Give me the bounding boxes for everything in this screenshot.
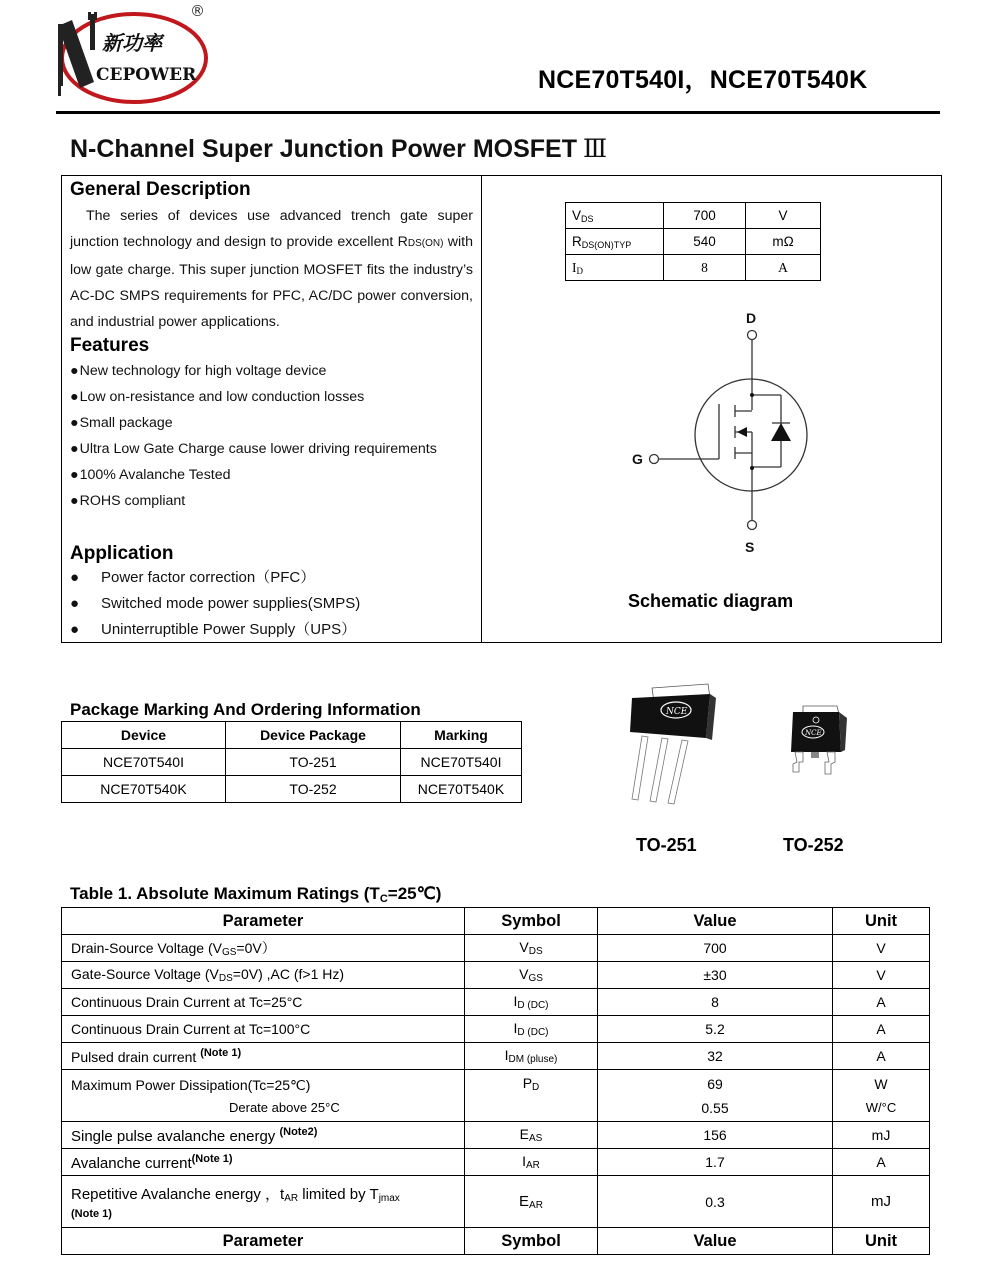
symbol-cell: $I_{AR}$ bbox=[465, 1149, 598, 1176]
value-cell: 69 0.55 bbox=[598, 1070, 833, 1122]
pin-d-label: D bbox=[746, 310, 757, 326]
value-cell: 700 bbox=[598, 935, 833, 962]
param-cell: Continuous Drain Current at Tc=25°C bbox=[62, 989, 465, 1016]
spec-row bbox=[566, 229, 821, 255]
to252-caption: TO-252 bbox=[783, 835, 844, 855]
param-cell: Drain-Source Voltage $(V_{GS}=0V)$ bbox=[62, 935, 465, 962]
table-row bbox=[62, 989, 930, 1016]
unit-cell: V bbox=[833, 935, 930, 962]
pin-s-label: S bbox=[745, 539, 755, 555]
application-heading: Application bbox=[70, 543, 174, 564]
table-cell: NCE70T540K bbox=[62, 776, 226, 803]
symbol-cell: $V_{GS}$ bbox=[465, 962, 598, 989]
svg-text:NCE: NCE bbox=[805, 729, 822, 737]
spec-value: 540 bbox=[664, 229, 746, 255]
application-label: Power factor correction（PFC） bbox=[101, 569, 316, 586]
feature-item: ● New technology for high voltage device bbox=[70, 358, 437, 384]
table-cell: TO-251 bbox=[226, 749, 401, 776]
schematic-caption: Schematic diagram bbox=[628, 591, 794, 611]
spec-value: 8 bbox=[664, 255, 746, 281]
absolute-max-ratings-table bbox=[61, 907, 930, 1255]
desc-part-1: The series of devices use advanced trench gate super junction technology and design to provide excellent R bbox=[70, 208, 473, 250]
column-header: Device bbox=[62, 722, 226, 749]
value-cell: 5.2 bbox=[598, 1016, 833, 1043]
bullet-icon: ● bbox=[70, 569, 80, 586]
value-cell: 0.3 bbox=[598, 1176, 833, 1228]
column-header: Unit bbox=[833, 908, 930, 935]
ratings-table-title: Table 1. Absolute Maximum Ratings $(T_C=25℃)$ bbox=[70, 884, 442, 905]
column-header: Symbol bbox=[465, 1228, 598, 1255]
param-cell: Repetitive Avalanche energy ，$t_{AR}$ limited by $T_{jmax}$ (Note 1) bbox=[62, 1176, 465, 1228]
table-row bbox=[62, 1176, 930, 1228]
key-specs-table bbox=[565, 202, 821, 281]
application-item bbox=[70, 617, 360, 643]
unit-cell: mJ bbox=[833, 1176, 930, 1228]
param-cell: Avalanche current$^{(Note 1)}$ bbox=[62, 1149, 465, 1176]
application-item bbox=[70, 591, 360, 617]
feature-item: ● Ultra Low Gate Charge cause lower driving requirements bbox=[70, 436, 437, 462]
symbol-cell: $I_{D (DC)}$ bbox=[465, 989, 598, 1016]
symbol-cell: $I_{DM (pluse)}$ bbox=[465, 1043, 598, 1070]
feature-item: ● Small package bbox=[70, 410, 437, 436]
column-header: Value bbox=[598, 908, 833, 935]
mosfet-schematic-icon bbox=[620, 300, 820, 560]
registered-mark: ® bbox=[190, 2, 205, 20]
column-header: Symbol bbox=[465, 908, 598, 935]
param-cell: Maximum Power Dissipation(Tc=25℃) Derate above 25°C bbox=[62, 1070, 465, 1122]
pin-g-label: G bbox=[632, 451, 643, 467]
table-header-row bbox=[62, 722, 522, 749]
package-info-title: Package Marking And Ordering Information bbox=[70, 700, 421, 719]
column-header: Parameter bbox=[62, 1228, 465, 1255]
table-header-row bbox=[62, 908, 930, 935]
param-cell: Continuous Drain Current at Tc=100°C bbox=[62, 1016, 465, 1043]
general-description-text bbox=[70, 203, 473, 335]
logo-cn-text: 新功率 bbox=[102, 31, 162, 55]
spec-value: 700 bbox=[664, 203, 746, 229]
bullet-icon: ● bbox=[70, 595, 80, 612]
features-list bbox=[70, 358, 437, 514]
table-row bbox=[62, 1043, 930, 1070]
value-cell: 32 bbox=[598, 1043, 833, 1070]
table-row bbox=[62, 776, 522, 803]
unit-cell: W W/°C bbox=[833, 1070, 930, 1122]
column-header: Device Package bbox=[226, 722, 401, 749]
to251-caption: TO-251 bbox=[636, 835, 697, 855]
table-row bbox=[62, 935, 930, 962]
symbol-cell: $E_{AR}$ bbox=[465, 1176, 598, 1228]
table-row bbox=[62, 1122, 930, 1149]
spec-row bbox=[566, 255, 821, 281]
overview-divider bbox=[481, 175, 482, 643]
table-cell: NCE70T540I bbox=[62, 749, 226, 776]
unit-cell: V bbox=[833, 962, 930, 989]
bullet-icon: ● bbox=[70, 621, 80, 638]
table-row bbox=[62, 1016, 930, 1043]
spec-symbol: $I_D$ bbox=[566, 255, 664, 281]
to252-package-image bbox=[785, 702, 855, 782]
feature-item: ● 100% Avalanche Tested bbox=[70, 462, 437, 488]
application-label: Uninterruptible Power Supply（UPS） bbox=[101, 621, 357, 638]
value-cell: 156 bbox=[598, 1122, 833, 1149]
unit-cell: A bbox=[833, 1149, 930, 1176]
to251-package-image bbox=[626, 680, 726, 810]
package-info-table bbox=[61, 721, 522, 803]
spec-unit: A bbox=[746, 255, 821, 281]
general-description-heading: General Description bbox=[70, 179, 251, 200]
desc-rds-sub: DS(ON) bbox=[407, 238, 444, 249]
symbol-cell: $I_{D (DC)}$ bbox=[465, 1016, 598, 1043]
unit-cell: A bbox=[833, 1016, 930, 1043]
header-rule bbox=[56, 111, 940, 114]
application-label: Switched mode power supplies(SMPS) bbox=[101, 595, 361, 612]
table-row bbox=[62, 1070, 930, 1122]
product-subtitle bbox=[70, 134, 607, 164]
feature-item: ● ROHS compliant bbox=[70, 488, 437, 514]
unit-cell: A bbox=[833, 989, 930, 1016]
feature-item: ● Low on-resistance and low conduction losses bbox=[70, 384, 437, 410]
application-item bbox=[70, 565, 360, 591]
column-header: Marking bbox=[401, 722, 522, 749]
table-row bbox=[62, 749, 522, 776]
generation-numeral: Ⅲ bbox=[582, 134, 608, 163]
table-cell: NCE70T540I bbox=[401, 749, 522, 776]
unit-cell: mJ bbox=[833, 1122, 930, 1149]
spec-symbol: $V_{DS}$ bbox=[566, 203, 664, 229]
column-header: Unit bbox=[833, 1228, 930, 1255]
table-cell: TO-252 bbox=[226, 776, 401, 803]
spec-unit: mΩ bbox=[746, 229, 821, 255]
table-cell: NCE70T540K bbox=[401, 776, 522, 803]
param-cell: Pulsed drain current $^{(Note 1)}$ bbox=[62, 1043, 465, 1070]
value-cell: 1.7 bbox=[598, 1149, 833, 1176]
subtitle-text: N-Channel Super Junction Power MOSFET bbox=[70, 135, 577, 163]
unit-cell: A bbox=[833, 1043, 930, 1070]
column-header: Value bbox=[598, 1228, 833, 1255]
value-cell: 8 bbox=[598, 989, 833, 1016]
application-list bbox=[70, 565, 360, 643]
desc-part-2: with low gate charge. This super junction MOSFET fits the industry’s AC-DC SMPS requirements for PFC, AC/DC power conversion, and industrial power applications. bbox=[70, 234, 474, 330]
column-header: Parameter bbox=[62, 908, 465, 935]
symbol-cell: $V_{DS}$ bbox=[465, 935, 598, 962]
symbol-cell: $P_D$ bbox=[465, 1070, 598, 1122]
company-logo bbox=[50, 4, 210, 104]
table-footer-row bbox=[62, 1228, 930, 1255]
spec-unit: V bbox=[746, 203, 821, 229]
value-cell: ±30 bbox=[598, 962, 833, 989]
param-cell: Single pulse avalanche energy $^{(Note2)}$ bbox=[62, 1122, 465, 1149]
param-cell: Gate-Source Voltage $(V_{DS}=0V)$ ,AC (f>1 Hz) bbox=[62, 962, 465, 989]
spec-symbol: $R_{DS(ON)TYP}$ bbox=[566, 229, 664, 255]
table-row bbox=[62, 962, 930, 989]
document-title: NCE70T540I，NCE70T540K bbox=[538, 66, 868, 94]
spec-row bbox=[566, 203, 821, 229]
features-heading: Features bbox=[70, 335, 150, 356]
symbol-cell: $E_{AS}$ bbox=[465, 1122, 598, 1149]
svg-text:NCE: NCE bbox=[666, 707, 688, 717]
logo-en-text: CEPOWER bbox=[96, 65, 197, 85]
table-row bbox=[62, 1149, 930, 1176]
